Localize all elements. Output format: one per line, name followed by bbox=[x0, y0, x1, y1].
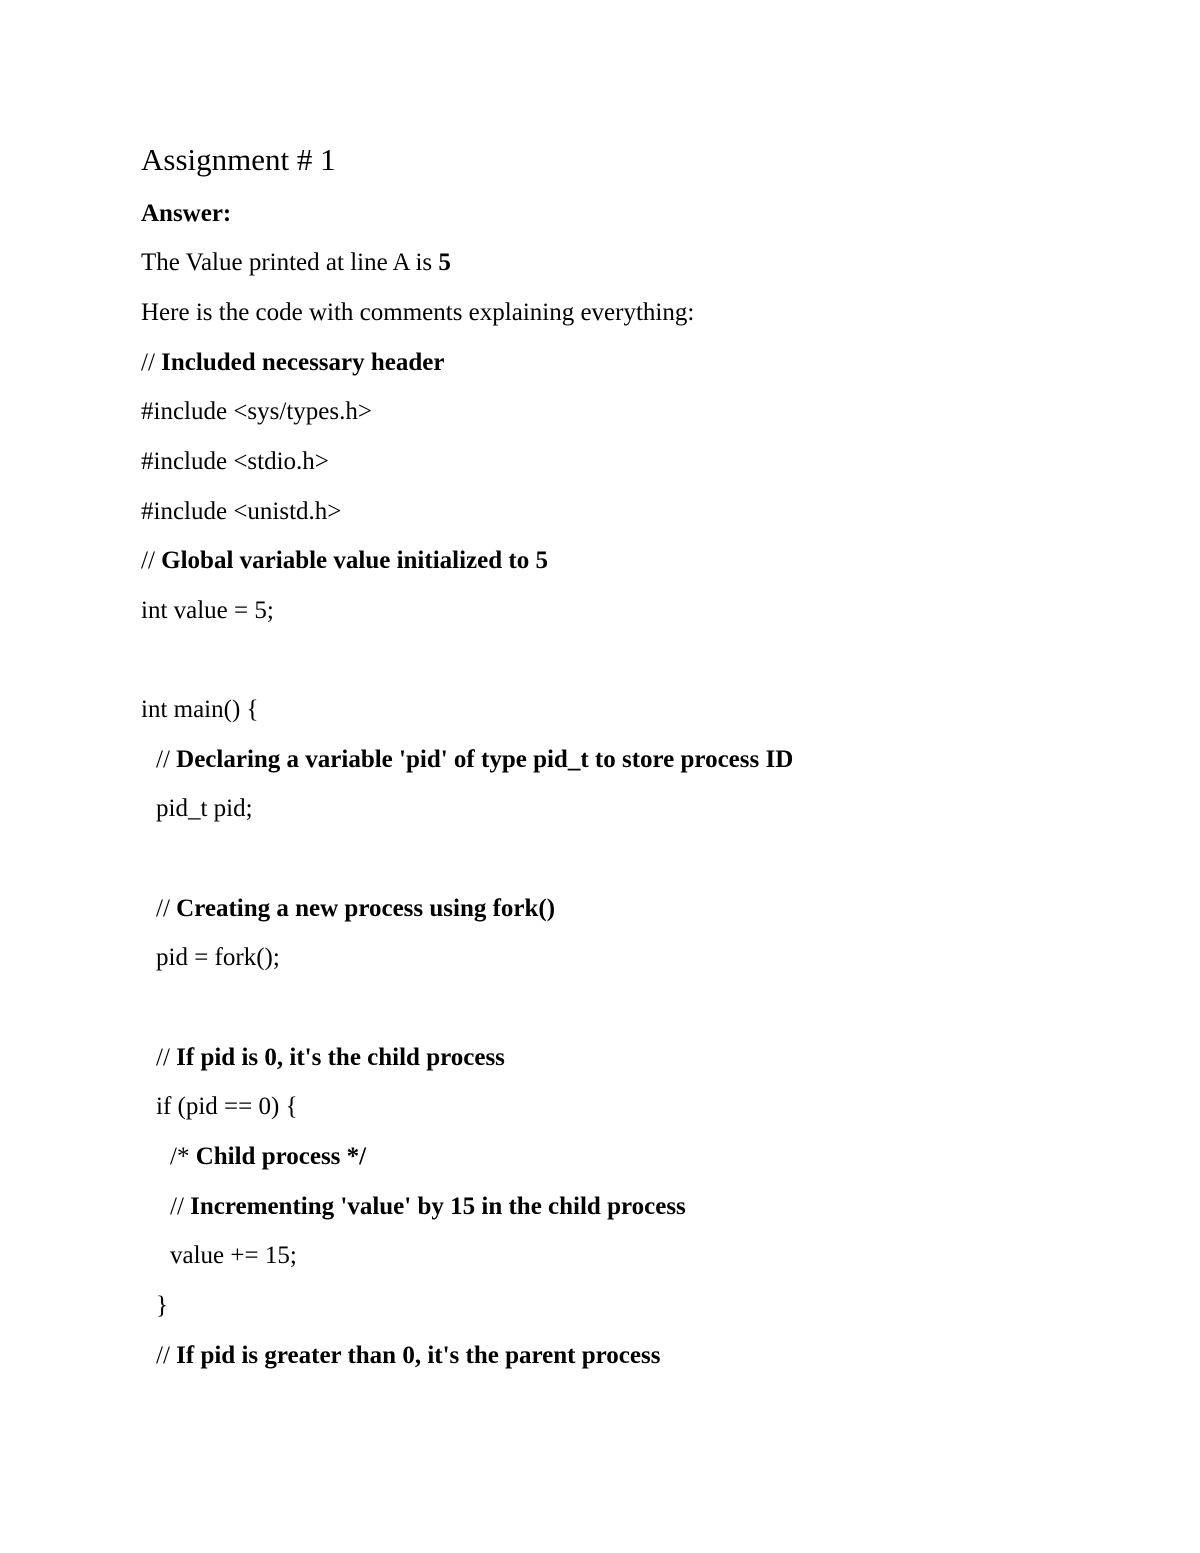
comment-slashes: // bbox=[141, 349, 162, 376]
comment-child-block bbox=[170, 1141, 366, 1173]
value-line-text: The Value printed at line A is bbox=[141, 249, 439, 276]
comment-slashes: // bbox=[141, 547, 162, 574]
code-increment-stmt: value += 15; bbox=[170, 1242, 297, 1269]
assignment-title: Assignment # 1 bbox=[141, 142, 336, 177]
comment-slashes: // bbox=[156, 1342, 177, 1369]
comment-slashes: // bbox=[156, 895, 177, 922]
comment-open: /* bbox=[170, 1143, 196, 1170]
comment-text: Creating a new process using fork() bbox=[176, 895, 556, 922]
comment-slashes: // bbox=[156, 1044, 177, 1071]
comment-global bbox=[141, 545, 548, 577]
code-global-decl: int value = 5; bbox=[141, 597, 274, 624]
code-include-unistd: #include <unistd.h> bbox=[141, 498, 342, 525]
code-include-sys-types: #include <sys/types.h> bbox=[141, 398, 372, 425]
comment-text: If pid is greater than 0, it's the parent process bbox=[176, 1342, 661, 1369]
comment-fork bbox=[156, 893, 555, 925]
comment-slashes: // bbox=[156, 746, 177, 773]
comment-increment bbox=[170, 1191, 686, 1223]
comment-text: Declaring a variable 'pid' of type pid_t to store process ID bbox=[176, 746, 794, 773]
comment-header bbox=[141, 347, 444, 379]
comment-text: If pid is 0, it's the child process bbox=[176, 1044, 505, 1071]
comment-parent bbox=[156, 1340, 660, 1372]
comment-slashes: // bbox=[170, 1193, 191, 1220]
code-fork-call: pid = fork(); bbox=[156, 944, 280, 971]
comment-text: Child process */ bbox=[195, 1143, 367, 1170]
comment-child bbox=[156, 1042, 505, 1074]
code-close-brace: } bbox=[156, 1292, 168, 1319]
code-main-signature: int main() { bbox=[141, 696, 259, 723]
code-if-child: if (pid == 0) { bbox=[156, 1093, 298, 1120]
comment-pid bbox=[156, 744, 793, 776]
code-include-stdio: #include <stdio.h> bbox=[141, 448, 329, 475]
comment-text: Included necessary header bbox=[161, 349, 445, 376]
value-line bbox=[141, 247, 451, 279]
comment-text: Incrementing 'value' by 15 in the child process bbox=[190, 1193, 686, 1220]
code-pid-decl: pid_t pid; bbox=[156, 795, 253, 822]
intro-text: Here is the code with comments explaining everything: bbox=[141, 299, 695, 326]
value-line-number: 5 bbox=[438, 249, 451, 276]
answer-label: Answer: bbox=[141, 200, 232, 227]
comment-text: Global variable value initialized to 5 bbox=[161, 547, 548, 574]
